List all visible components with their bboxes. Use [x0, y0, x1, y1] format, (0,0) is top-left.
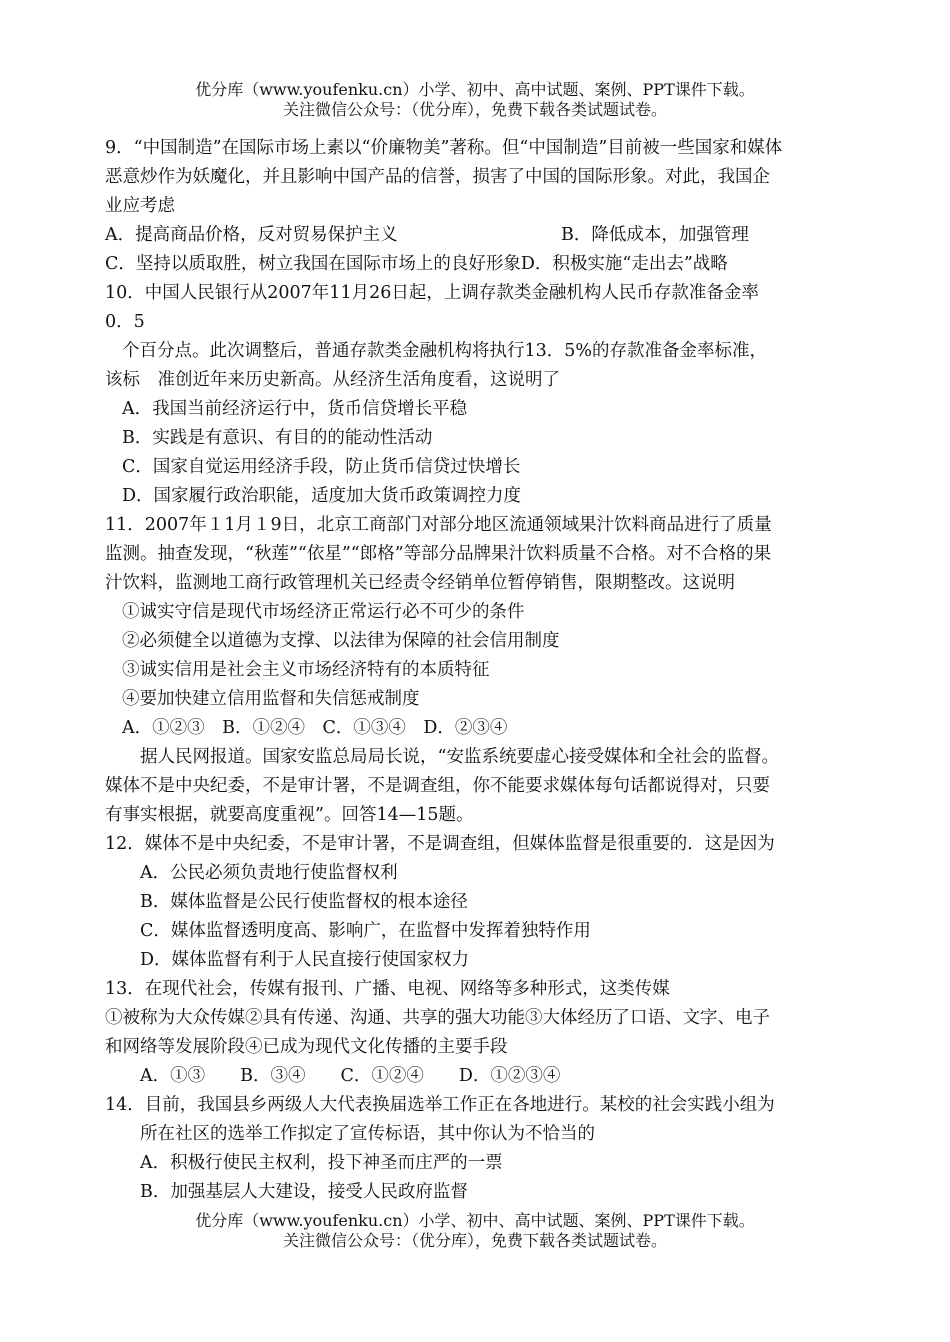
- q14-option-b: B．加强基层人大建设，接受人民政府监督: [140, 1182, 468, 1202]
- q13-stem: 13．在现代社会，传媒有报刊、广播、电视、网络等多种形式，这类传媒: [105, 979, 670, 999]
- q11-item-3: ③诚实信用是社会主义市场经济特有的本质特征: [122, 660, 490, 680]
- q12-option-c: C．媒体监督透明度高、影响广，在监督中发挥着独特作用: [140, 921, 591, 941]
- footer-line-1: 优分库（www.youfenku.cn）小学、初中、高中试题、案例、PPT课件下载。: [195, 1211, 755, 1230]
- q10-option-c: C．国家自觉运用经济手段，防止货币信贷过快增长: [122, 457, 521, 477]
- q11-stem-line-2: 监测。抽查发现，“秋莲”“依星”“郎格”等部分品牌果汁饮料质量不合格。对不合格的果: [105, 544, 772, 564]
- q13-items-line-2: 和网络等发展阶段④已成为现代文化传播的主要手段: [105, 1037, 508, 1057]
- q11-item-4: ④要加快建立信用监督和失信惩戒制度: [122, 689, 420, 709]
- q14-option-a: A．积极行使民主权利，投下神圣而庄严的一票: [140, 1153, 503, 1173]
- q12-stem: 12．媒体不是中央纪委，不是审计署，不是调查组，但媒体监督是很重要的．这是因为: [105, 834, 775, 854]
- q9-option-cd: C．坚持以质取胜，树立我国在国际市场上的良好形象D．积极实施“走出去”战略: [105, 254, 728, 274]
- q14-stem-line-2: 所在社区的选举工作拟定了宣传标语，其中你认为不恰当的: [140, 1124, 595, 1144]
- q10-option-b: B．实践是有意识、有目的的能动性活动: [122, 428, 433, 448]
- q11-stem-line-1: 11．2007年１1月１9日，北京工商部门对部分地区流通领域果汁饮料商品进行了质量: [105, 515, 772, 535]
- q13-items-line-1: ①被称为大众传媒②具有传递、沟通、共享的强大功能③大体经历了口语、文字、电子: [105, 1008, 770, 1028]
- page-footer: [0, 1211, 950, 1251]
- header-line-1: 优分库（www.youfenku.cn）小学、初中、高中试题、案例、PPT课件下载。: [195, 80, 755, 99]
- q14-stem-line-1: 14．目前，我国县乡两级人大代表换届选举工作正在各地进行。某校的社会实践小组为: [105, 1095, 775, 1115]
- q12-option-a: A．公民必须负责地行使监督权利: [140, 863, 398, 883]
- q9-stem-line-3: 业应考虑: [105, 196, 175, 216]
- q9-stem-line-2: 恶意炒作为妖魔化，并且影响中国产品的信誉，损害了中国的国际形象。对此，我国企: [105, 167, 770, 187]
- header-line-2: 关注微信公众号：（优分库），免费下载各类试题试卷。: [282, 100, 667, 119]
- material-line-3: 有事实根据，就要高度重视”。回答14—15题。: [105, 805, 474, 825]
- q11-options: A．①②③ B．①②④ C．①③④ D．②③④: [122, 718, 508, 738]
- q11-stem-line-3: 汁饮料，监测地工商行政管理机关已经责令经销单位暂停销售，限期整改。这说明: [105, 573, 735, 593]
- q11-item-2: ②必须健全以道德为支撑、以法律为保障的社会信用制度: [122, 631, 560, 651]
- q13-options: A．①③ B．③④ C．①②④ D．①②③④: [140, 1066, 561, 1086]
- q10-option-a: A．我国当前经济运行中，货币信贷增长平稳: [122, 399, 468, 419]
- q11-item-1: ①诚实守信是现代市场经济正常运行必不可少的条件: [122, 602, 525, 622]
- q9-option-b: B．降低成本，加强管理: [561, 225, 749, 245]
- q12-option-d: D．媒体监督有利于人民直接行使国家权力: [140, 950, 470, 970]
- page-header: [0, 80, 950, 120]
- q10-stem-line-3: 个百分点。此次调整后，普通存款类金融机构将执行13．5%的存款准备金率标准，: [122, 341, 768, 361]
- q9-stem-line-1: 9．“中国制造”在国际市场上素以“价廉物美”著称。但“中国制造”目前被一些国家和媒体: [105, 138, 783, 158]
- q10-stem-line-1: 10．中国人民银行从2007年11月26日起，上调存款类金融机构人民币存款准备金率: [105, 283, 759, 303]
- q12-option-b: B．媒体监督是公民行使监督权的根本途径: [140, 892, 468, 912]
- footer-line-2: 关注微信公众号：（优分库），免费下载各类试题试卷。: [282, 1231, 667, 1250]
- q10-stem-line-4: 该标 准创近年来历史新高。从经济生活角度看，这说明了: [105, 370, 560, 390]
- q10-option-d: D．国家履行政治职能，适度加大货币政策调控力度: [122, 486, 522, 506]
- material-line-1: 据人民网报道。国家安监总局局长说，“安监系统要虚心接受媒体和全社会的监督。: [140, 747, 779, 767]
- q10-stem-line-2: 0．5: [105, 312, 145, 332]
- material-line-2: 媒体不是中央纪委，不是审计署，不是调查组，你不能要求媒体每句话都说得对，只要: [105, 776, 770, 796]
- q9-option-a: A．提高商品价格，反对贸易保护主义: [105, 225, 398, 245]
